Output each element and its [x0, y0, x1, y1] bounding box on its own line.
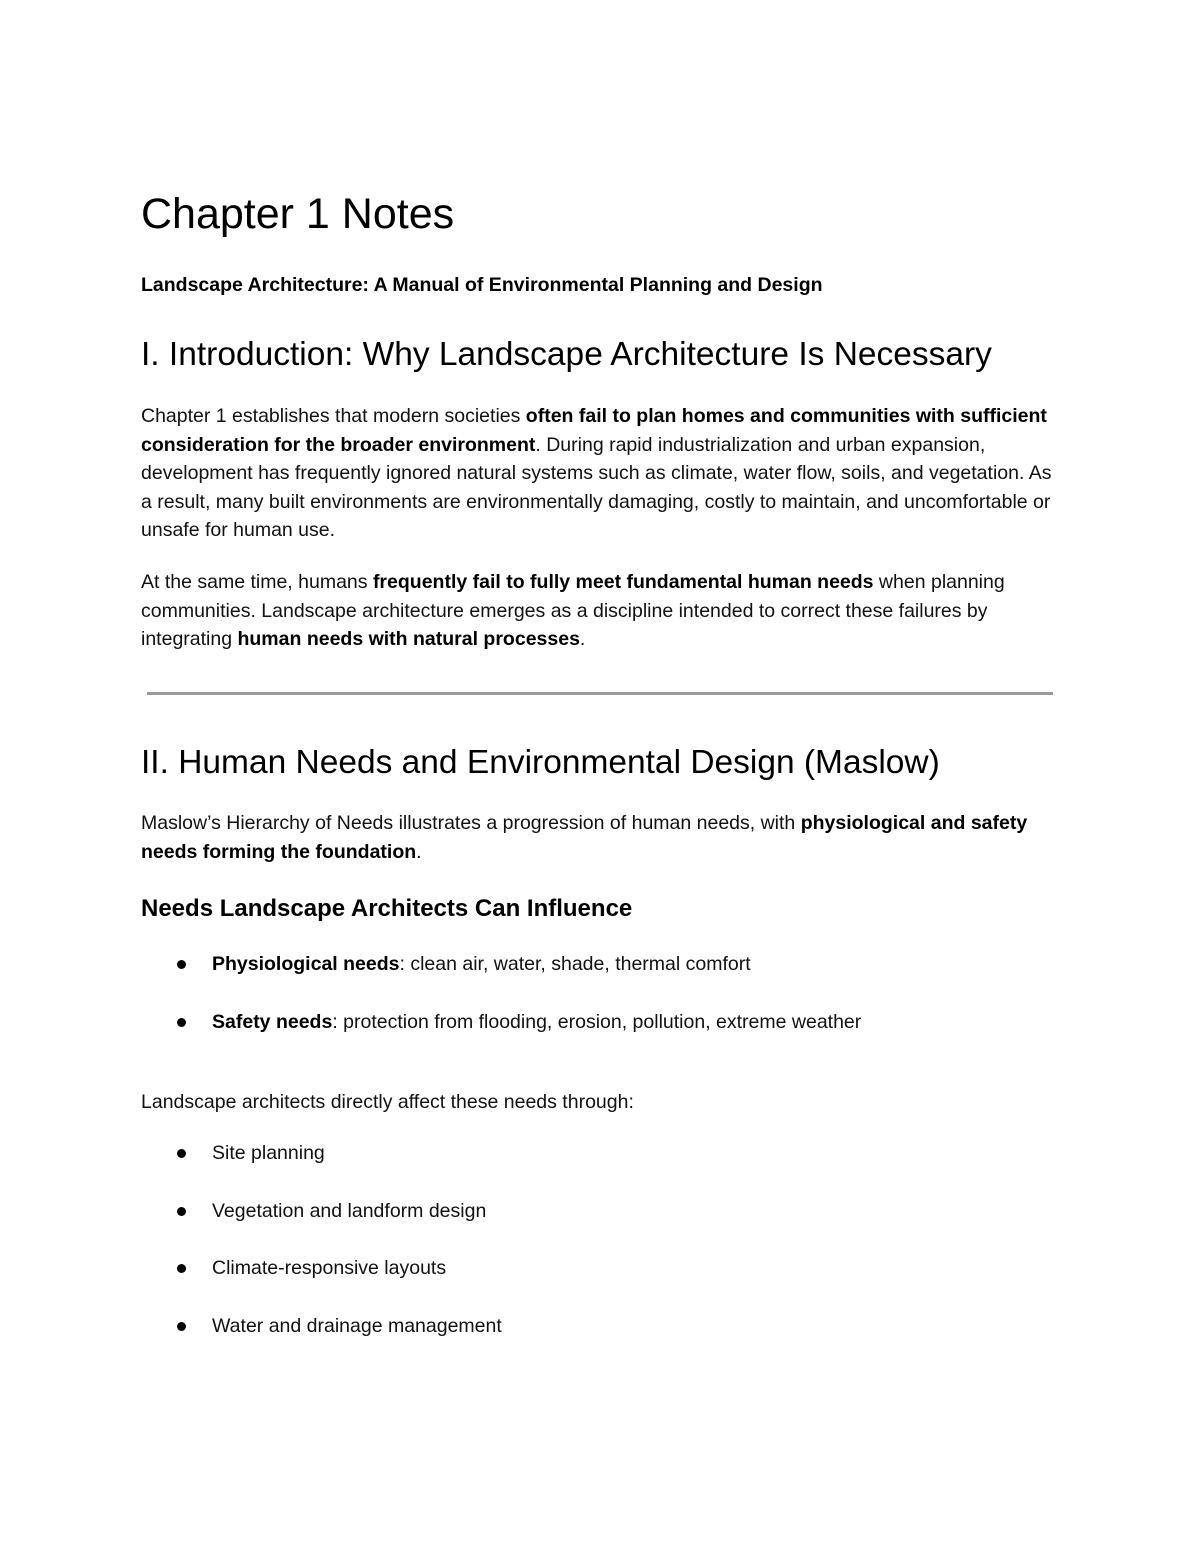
bullet-icon: [177, 1207, 186, 1216]
section-heading-human-needs: II. Human Needs and Environmental Design (Maslow): [141, 744, 940, 781]
bullet-icon: [177, 1149, 186, 1158]
intro-p1-text-1: Chapter 1 establishes that modern societies: [141, 405, 526, 427]
horizontal-divider: [147, 692, 1053, 695]
bullet-icon: [177, 1264, 186, 1273]
maslow-paragraph: [141, 809, 1056, 866]
need-label: Physiological needs: [212, 953, 400, 975]
page-title: Chapter 1 Notes: [141, 190, 455, 238]
list-item-text: Climate-responsive layouts: [212, 1257, 447, 1279]
list-item-text: Water and drainage management: [212, 1315, 502, 1337]
book-subtitle: Landscape Architecture: A Manual of Environmental Planning and Design: [141, 274, 823, 296]
need-label: Safety needs: [212, 1011, 333, 1033]
intro-p1-text-2: . During rapid industrialization and urban expansion, development has frequently ignored natural systems such as climate, water flow, soils, and vegetation. As a result, many built environments are environmentally damaging, costly to maintain, and uncomfortable or unsafe for human use.: [141, 433, 1052, 541]
intro-p2-bold-1: frequently fail to fully meet fundamental human needs: [372, 571, 874, 593]
subheading-needs: Needs Landscape Architects Can Influence: [141, 895, 633, 922]
bullet-icon: [177, 1018, 186, 1027]
maslow-text-2: .: [416, 840, 422, 863]
intro-paragraph-2: [141, 568, 1056, 654]
intro-p2-text-2: when planning communities. Landscape architecture emerges as a discipline intended to correct these failures by integrating: [141, 571, 1005, 650]
intro-p1-bold-1: often fail to plan homes and communities with sufficient consideration for the broader environment: [141, 405, 1047, 456]
maslow-bold-1: physiological and safety needs forming the foundation: [141, 812, 1028, 863]
intro-paragraph-1: [141, 402, 1056, 545]
intro-p2-text-1: At the same time, humans: [141, 571, 373, 593]
list-item-text: Vegetation and landform design: [212, 1200, 487, 1222]
need-description: : clean air, water, shade, thermal comfort: [399, 953, 751, 975]
section-heading-introduction: I. Introduction: Why Landscape Architecture Is Necessary: [141, 336, 992, 373]
bullet-icon: [177, 1322, 186, 1331]
intro-p2-bold-2: human needs with natural processes: [237, 628, 580, 650]
maslow-text-1: Maslow’s Hierarchy of Needs illustrates a progression of human needs, with: [141, 812, 801, 834]
methods-intro-paragraph: Landscape architects directly affect these needs through:: [141, 1091, 634, 1113]
list-item-text: Site planning: [212, 1142, 325, 1164]
need-description: : protection from flooding, erosion, pollution, extreme weather: [332, 1011, 862, 1033]
intro-p2-text-3: .: [579, 628, 586, 650]
bullet-icon: [177, 960, 186, 969]
